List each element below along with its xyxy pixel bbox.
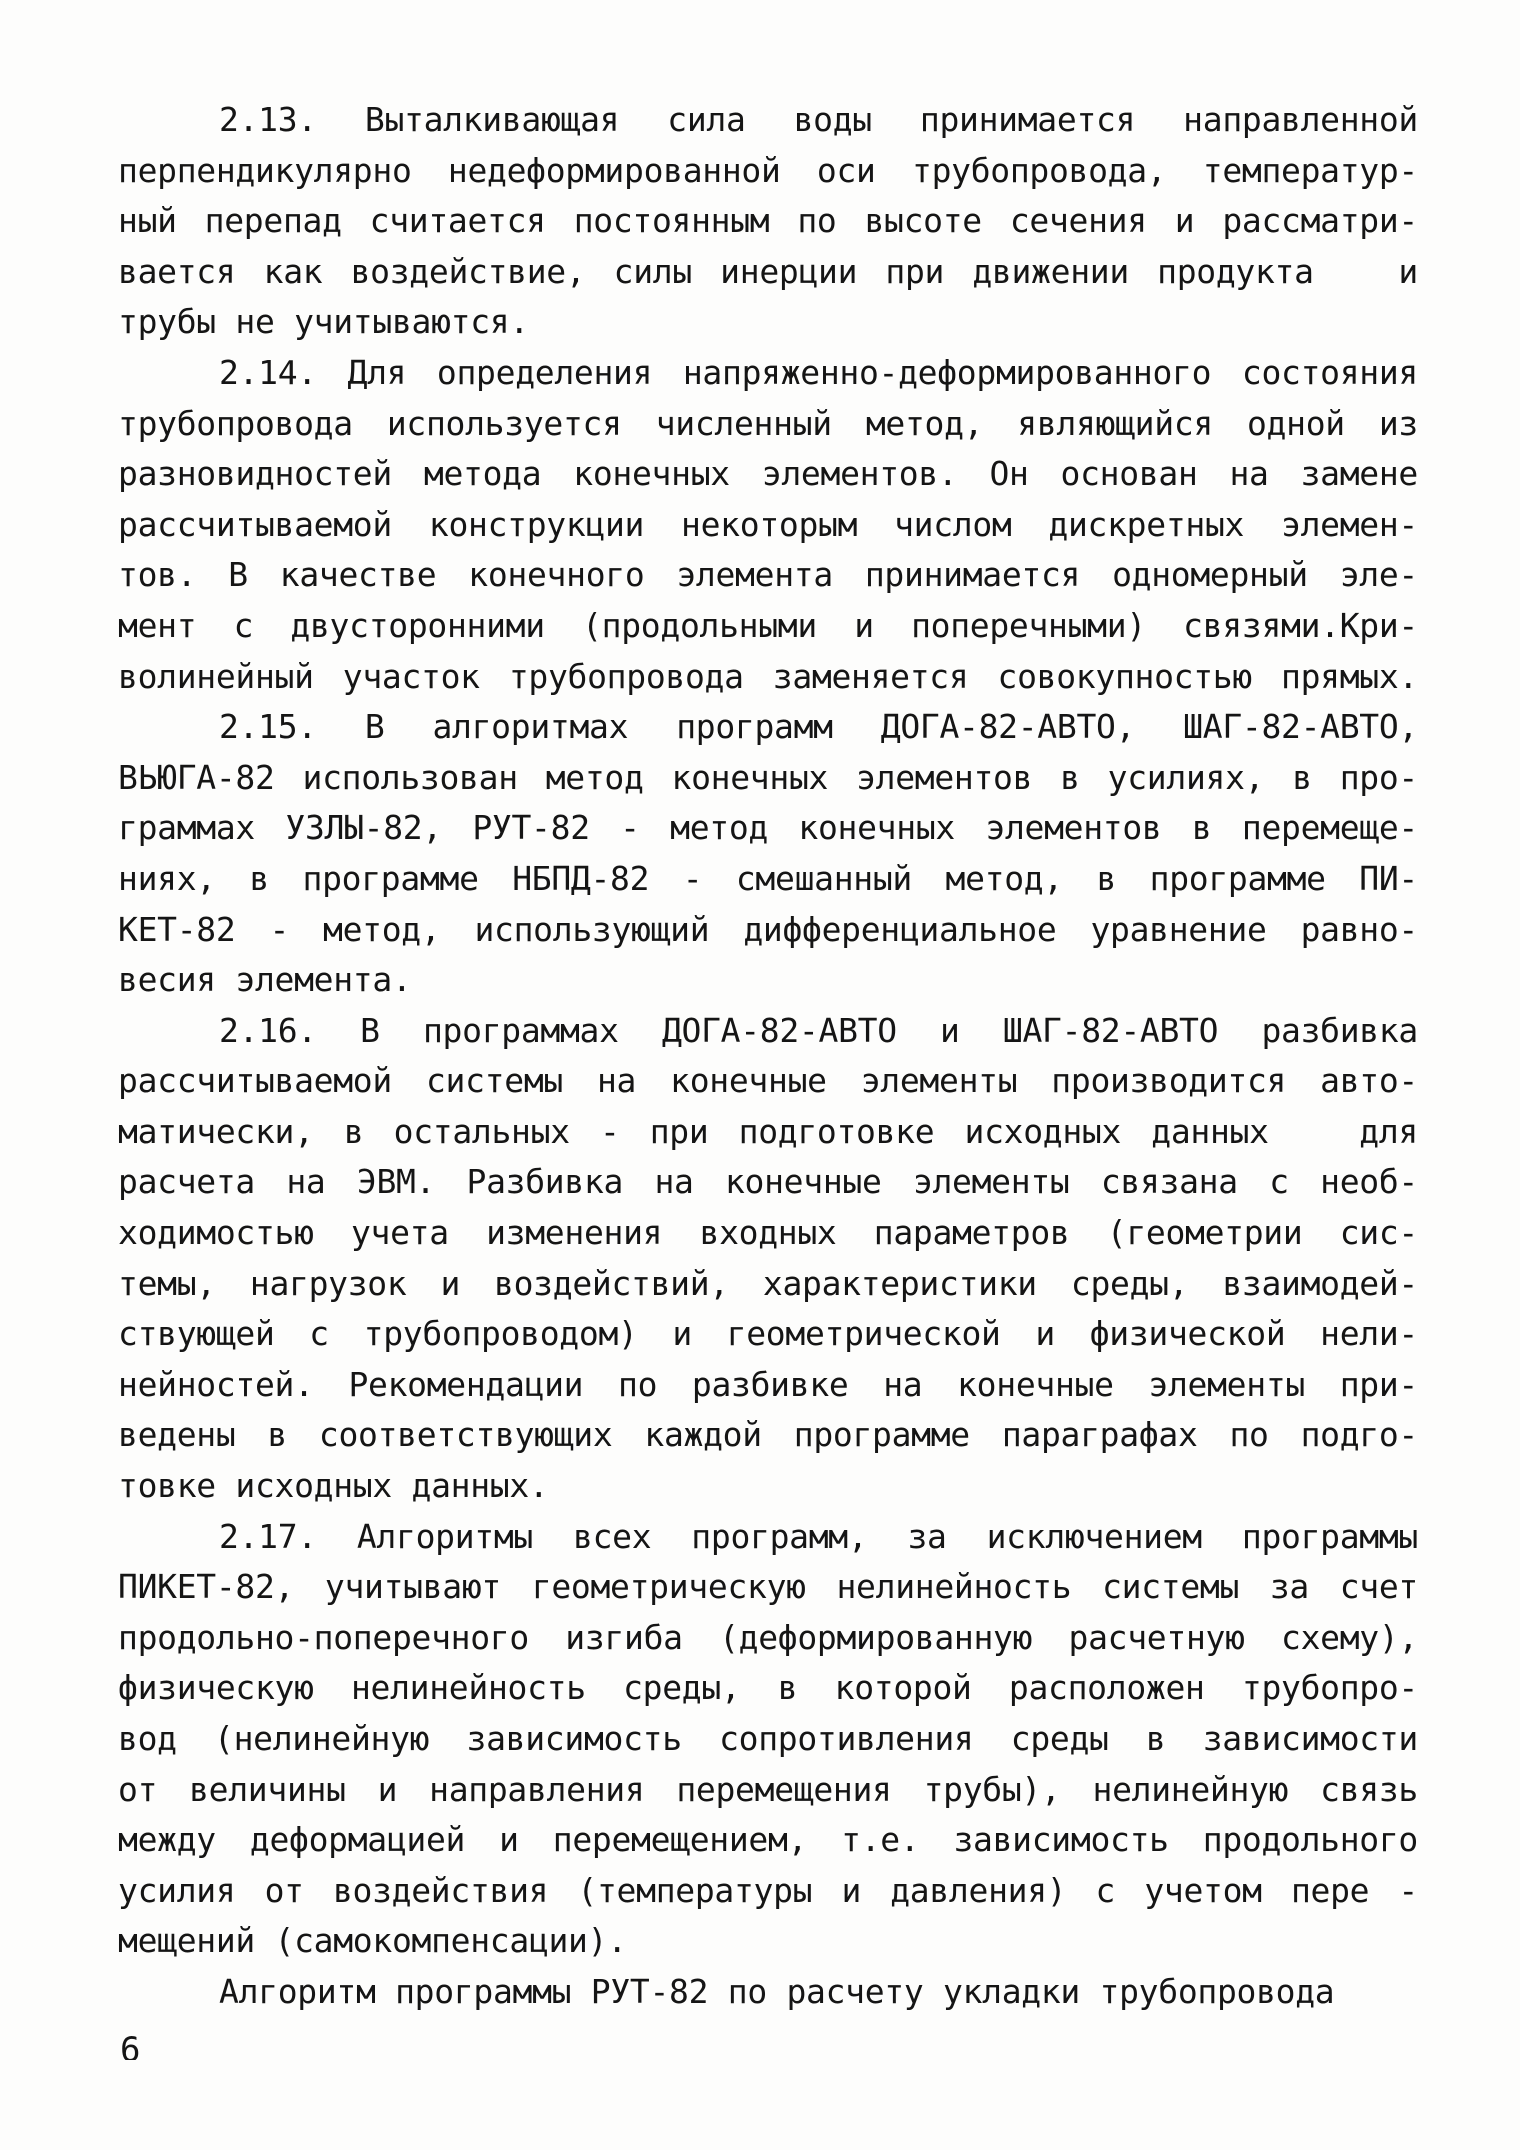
page-number: 6 [120, 2030, 141, 2060]
text-line: 2.13. Выталкивающая сила воды принимается направленной [219, 100, 1418, 139]
text-line: Алгоритм программы РУТ-82 по расчету укладки трубопровода [219, 1971, 1335, 2011]
text-line: рассчитываемой конструкции некоторым числом дискретных элемен- [118, 504, 1418, 544]
text-line: мещений (самокомпенсации). [118, 1921, 627, 1961]
text-line: ный перепад считается постоянным по высоте сечения и рассматри- [118, 201, 1418, 241]
text-line: разновидностей метода конечных элементов. Он основан на замене [118, 454, 1418, 494]
text-line: физическую нелинейность среды, в которой расположен трубопро- [118, 1668, 1418, 1708]
text-line: тов. В качестве конечного элемента принимается одномерный эле- [118, 555, 1418, 595]
text-line: 2.16. В программах ДОГА-82-АВТО и ШАГ-82-АВТО разбивка [219, 1010, 1418, 1050]
text-line: ниях, в программе НБПД-82 - смешанный метод, в программе ПИ- [118, 858, 1418, 898]
text-line: ПИКЕТ-82, учитывают геометрическую нелинейность системы за счет [118, 1567, 1418, 1607]
text-line: от величины и направления перемещения трубы), нелинейную связь [118, 1769, 1418, 1809]
text-line: 2.17. Алгоритмы всех программ, за исключением программы [219, 1516, 1418, 1556]
text-line: 2.14. Для определения напряженно-деформированного состояния [219, 352, 1418, 392]
text-line: весия элемента. [118, 960, 412, 1000]
text-line: ходимостью учета изменения входных параметров (геометрии сис- [118, 1213, 1418, 1253]
text-line: продольно-поперечного изгиба (деформированную расчетную схему), [118, 1617, 1418, 1657]
text-line: усилия от воздействия (температуры и давления) с учетом пере - [118, 1870, 1418, 1910]
text-line: перпендикулярно недеформированной оси трубопровода, температур- [118, 150, 1418, 190]
text-line: вается как воздействие, силы инерции при движении продукта и [118, 251, 1418, 291]
text-line: трубы не учитываются. [118, 302, 529, 342]
text-line: 2.15. В алгоритмах программ ДОГА-82-АВТО, ШАГ-82-АВТО, [219, 707, 1418, 747]
text-line: товке исходных данных. [118, 1466, 549, 1506]
text-line: волинейный участок трубопровода заменяется совокупностью прямых. [118, 656, 1418, 696]
text-line: мент с двусторонними (продольными и поперечными) связями.Кри- [118, 605, 1418, 645]
text-line: граммах УЗЛЫ-82, РУТ-82 - метод конечных элементов в перемеще- [118, 808, 1418, 848]
text-line: вод (нелинейную зависимость сопротивления среды в зависимости [118, 1719, 1418, 1758]
text-line: расчета на ЭВМ. Разбивка на конечные элементы связана с необ- [118, 1162, 1418, 1202]
text-line: трубопровода используется численный метод, являющийся одной из [118, 403, 1418, 443]
text-line: темы, нагрузок и воздействий, характеристики среды, взаимодей- [118, 1263, 1418, 1303]
body-text [118, 95, 1418, 2018]
text-line: нейностей. Рекомендации по разбивке на конечные элементы при- [118, 1364, 1418, 1404]
text-line: матически, в остальных - при подготовке исходных данных для [118, 1111, 1418, 1151]
text-line: ведены в соответствующих каждой программе параграфах по подго- [118, 1415, 1418, 1455]
text-line: рассчитываемой системы на конечные элементы производится авто- [118, 1061, 1418, 1101]
text-line: между деформацией и перемещением, т.е. зависимость продольного [118, 1820, 1418, 1860]
text-line: КЕТ-82 - метод, использующий дифференциальное уравнение равно- [118, 909, 1418, 949]
text-line: ствующей с трубопроводом) и геометрической и физической нели- [118, 1314, 1418, 1354]
text-line: ВЬЮГА-82 использован метод конечных элементов в усилиях, в про- [118, 757, 1418, 797]
